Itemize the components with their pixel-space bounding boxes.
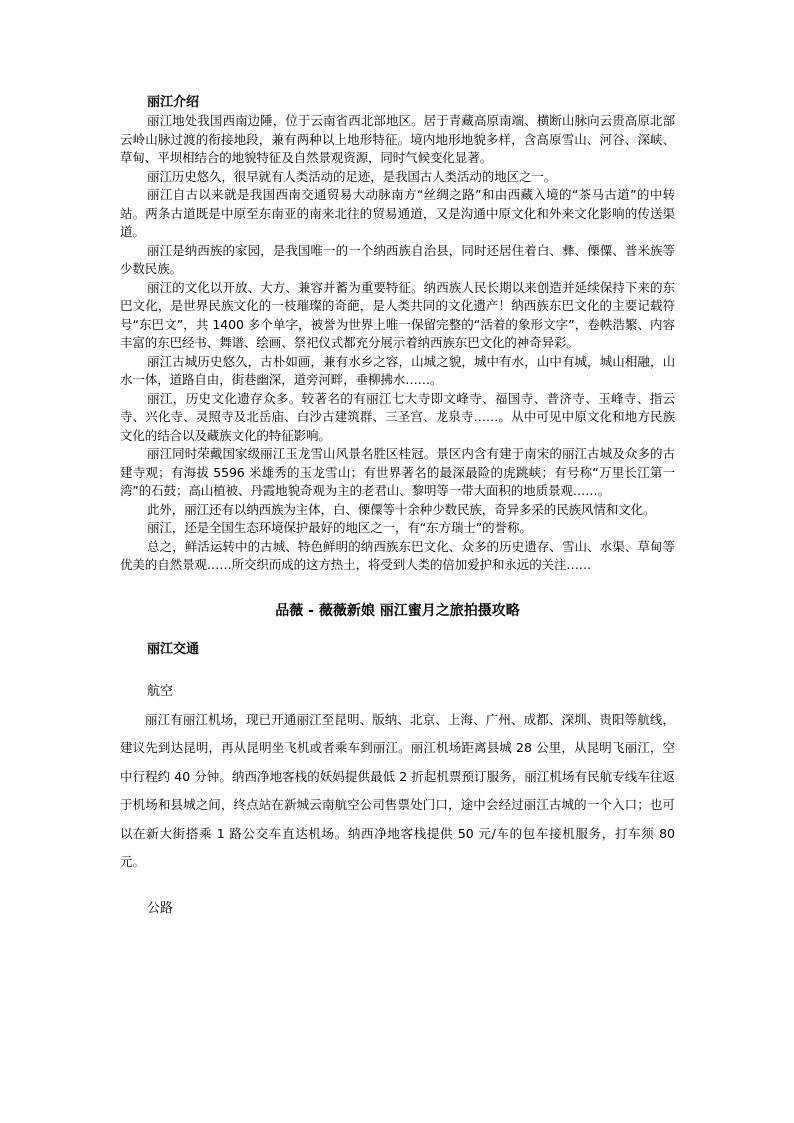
guide-title: 品薇 - 薇薇新娘 丽江蜜月之旅拍摄攻略	[275, 602, 520, 619]
intro-paragraph: 总之，鲜活运转中的古城、特色鲜明的纳西族东巴文化、众多的历史遗存、雪山、水渠、草甸等优美的自然景观……所交织而成的这方热土，将受到人类的倍加爱护和永远的关注……	[120, 538, 675, 572]
transport-heading: 丽江交通	[147, 641, 200, 657]
intro-paragraph: 此外，丽江还有以纳西族为主体，白、傈僳等十余种少数民族，奇异多采的民族风情和文化。	[147, 501, 656, 517]
intro-paragraph: 丽江古城历史悠久，古朴如画，兼有水乡之容，山城之貌，城中有水，山中有城，城山相融，山水一体，道路自由，街巷幽深，道旁河畔，垂柳拂水……。	[120, 353, 675, 387]
intro-paragraph: 丽江同时荣戴国家级丽江玉龙雪山风景名胜区桂冠。景区内含有建于南宋的丽江古城及众多的古建寺观；有海拔 5596 米雄秀的玉龙雪山；有世界著名的最深最险的虎跳峡；有号称“万里长江第一湾”的石鼓；高山植被、丹霞地貌奇观为主的老君山、黎明等一带大面积的地质景观……。	[120, 446, 675, 498]
spacer	[120, 877, 675, 899]
intro-paragraph: 丽江地处我国西南边陲，位于云南省西北部地区。居于青藏高原南端、横断山脉向云贵高原北部云岭山脉过渡的衔接地段，兼有两种以上地形特征。境内地形地貌多样，含高原雪山、河谷、深峡、草甸、平坝相结合的地貌特征及自然景观资源，同时气候变化显著。	[120, 113, 675, 165]
air-heading: 航空	[147, 683, 174, 699]
intro-paragraph: 丽江的文化以开放、大方、兼容并蓄为重要特征。纳西族人民长期以来创造并延续保持下来的东巴文化，是世界民族文化的一枝璀璨的奇葩，是人类共同的文化遗产！纳西族东巴文化的主要记载符号“东巴文”，共 1400 多个单字，被誉为世界上唯一保留完整的“活着的象形文字”，卷帙浩繁、内容丰富的东巴经书、舞谱、绘画、祭祀仪式都充分展示着纳西族东巴文化的神奇异彩。	[120, 279, 675, 350]
road-heading: 公路	[147, 900, 174, 916]
intro-paragraph: 丽江，历史文化遗存众多。较著名的有丽江七大寺即文峰寺、福国寺、普济寺、玉峰寺、指云寺、兴化寺、灵照寺及北岳庙、白沙古建筑群、三圣宫、龙泉寺……。从中可见中原文化和地方民族文化的结合以及藏族文化的特征影响。	[120, 390, 675, 443]
air-paragraph: 丽江有丽江机场，现已开通丽江至昆明、版纳、北京、上海、广州、成都、深圳、贵阳等航线，建议先到达昆明，再从昆明坐飞机或者乘车到丽江。丽江机场距离县城 28 公里，从昆明飞丽江，空中行程约 40 分钟。纳西净地客栈的妖妈提供最低 2 折起机票预订服务，丽江机场有民航专线车往返于机场和县城之间，终点站在新城云南航空公司售票处门口，途中会经过丽江古城的一个入口；也可以在新大街搭乘 1 路公交车直达机场。纳西净地客栈提供 50 元/车的包车接机服务，打车须 80 元。	[120, 711, 675, 869]
intro-heading: 丽江介绍	[147, 95, 200, 110]
document-content	[120, 94, 675, 923]
intro-paragraph: 丽江，还是全国生态环境保护最好的地区之一，有“东方瑞士”的誉称。	[147, 520, 532, 535]
intro-paragraph: 丽江历史悠久，很早就有人类活动的足迹，是我国古人类活动的地区之一。	[147, 168, 557, 184]
intro-paragraph: 丽江是纳西族的家园，是我国唯一的一个纳西族自治县，同时还居住着白、彝、傈僳、普米族等少数民族。	[120, 242, 675, 276]
intro-paragraph: 丽江自古以来就是我国西南交通贸易大动脉南方“丝绸之路”和由西藏入境的“茶马古道”的中转站。两条古道既是中原至东南亚的南来北往的贸易通道，又是沟通中原文化和外来文化影响的传送渠道。	[120, 187, 675, 239]
